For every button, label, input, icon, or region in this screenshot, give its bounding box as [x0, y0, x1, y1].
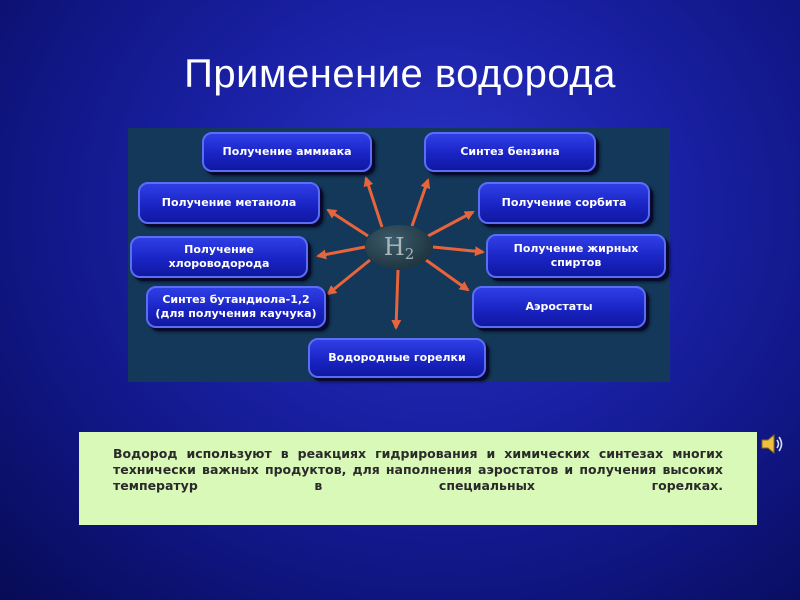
node-methanol: Получение метанола: [138, 182, 320, 224]
hydrogen-applications-diagram: [128, 128, 670, 382]
arrow-to-sorbitol: [428, 212, 473, 236]
page-title: Применение водорода: [184, 52, 616, 96]
arrow-to-methanol: [328, 210, 368, 236]
arrow-to-butanediol: [328, 260, 370, 294]
node-ammonia: Получение аммиака: [202, 132, 372, 172]
speaker-icon[interactable]: [760, 432, 786, 456]
description-note: Водород используют в реакциях гидрирования и химических синтезах многих технически важных продуктов, для наполнения аэростатов и получения высоких температур в специальных горелках.: [79, 432, 757, 525]
arrow-to-ammonia: [366, 178, 382, 227]
node-burners: Водородные горелки: [308, 338, 486, 378]
node-gasoline: Синтез бензина: [424, 132, 596, 172]
hydrogen-symbol: H: [383, 233, 405, 261]
hydrogen-subscript: 2: [404, 245, 415, 263]
arrow-to-gasoline: [412, 180, 428, 226]
arrow-to-balloons: [426, 260, 468, 290]
arrow-to-hydrogen-chloride: [318, 247, 365, 256]
arrow-to-fatty-alcohols: [433, 247, 483, 252]
node-sorbitol: Получение сорбита: [478, 182, 650, 224]
node-fatty-alcohols: Получение жирных спиртов: [486, 234, 666, 278]
node-butanediol: Синтез бутандиола-1,2 (для получения каучука): [146, 286, 326, 328]
hydrogen-center-node: [365, 225, 433, 269]
node-hydrogen-chloride: Получение хлороводорода: [130, 236, 308, 278]
arrow-to-burners: [396, 270, 398, 328]
node-balloons: Аэростаты: [472, 286, 646, 328]
